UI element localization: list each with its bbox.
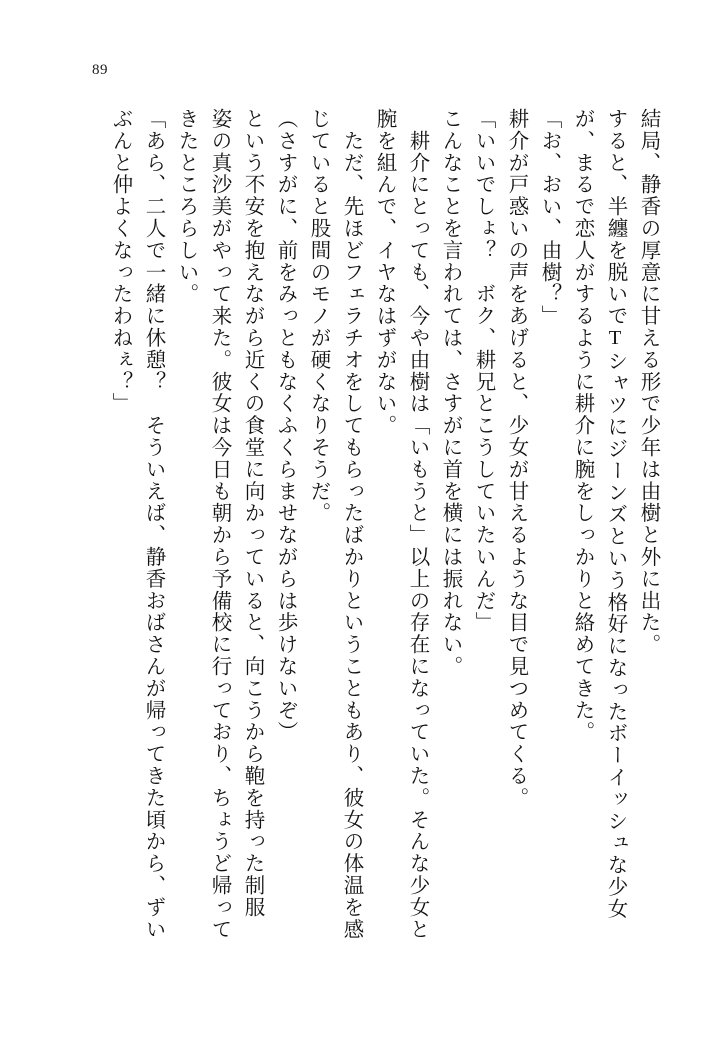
text-column: という不安を抱えながら近くの食堂に向かっていると、向こうから鞄を持った制服 [241, 108, 263, 919]
text-column: 耕介が戸惑いの声をあげると、少女が甘えるような目で見つめてくる。 [505, 108, 527, 809]
text-column: きたところらしい。 [175, 108, 197, 306]
text-column: 姿の真沙美がやって来た。彼女は今日も朝から予備校に行っており、ちょうど帰って [208, 108, 230, 941]
text-column: 「お、おい、由樹？」 [538, 108, 560, 327]
text-column: 耕介にとっても、今や由樹は「いもうと」以上の存在になっていた。そんな少女と [406, 108, 428, 941]
text-column: が、まるで恋人がするように耕介に腕をしっかりと絡めてきた。 [571, 108, 593, 744]
text-column: 「いいでしょ？ ボク、耕兄とこうしていたいんだ」 [472, 108, 494, 634]
text-column: ただ、先ほどフェラチオをしてもらったばかりということもあり、彼女の体温を感 [340, 108, 362, 941]
text-column: ぶんと仲よくなったわねぇ？」 [109, 108, 131, 415]
page-number: 89 [92, 62, 108, 78]
text-column: （さすがに、前をみっともなくふくらませながらは歩けないぞ） [274, 108, 296, 744]
vertical-text-block [58, 108, 658, 1008]
text-column: こんなことを言われては、さすがに首を横には振れない。 [439, 108, 461, 678]
text-column: じていると股間のモノが硬くなりそうだ。 [307, 108, 329, 525]
text-column: 結局、静香の厚意に甘える形で少年は由樹と外に出た。 [637, 108, 659, 656]
text-column: 腕を組んで、イヤなはずがない。 [373, 108, 395, 437]
text-column: 「あら、二人で一緒に休憩？ そういえば、静香おばさんが帰ってきた頃から、ずい [142, 108, 164, 941]
text-column: すると、半纏を脱いでTシャツにジーンズという格好になったボーイッシュな少女 [604, 108, 626, 920]
